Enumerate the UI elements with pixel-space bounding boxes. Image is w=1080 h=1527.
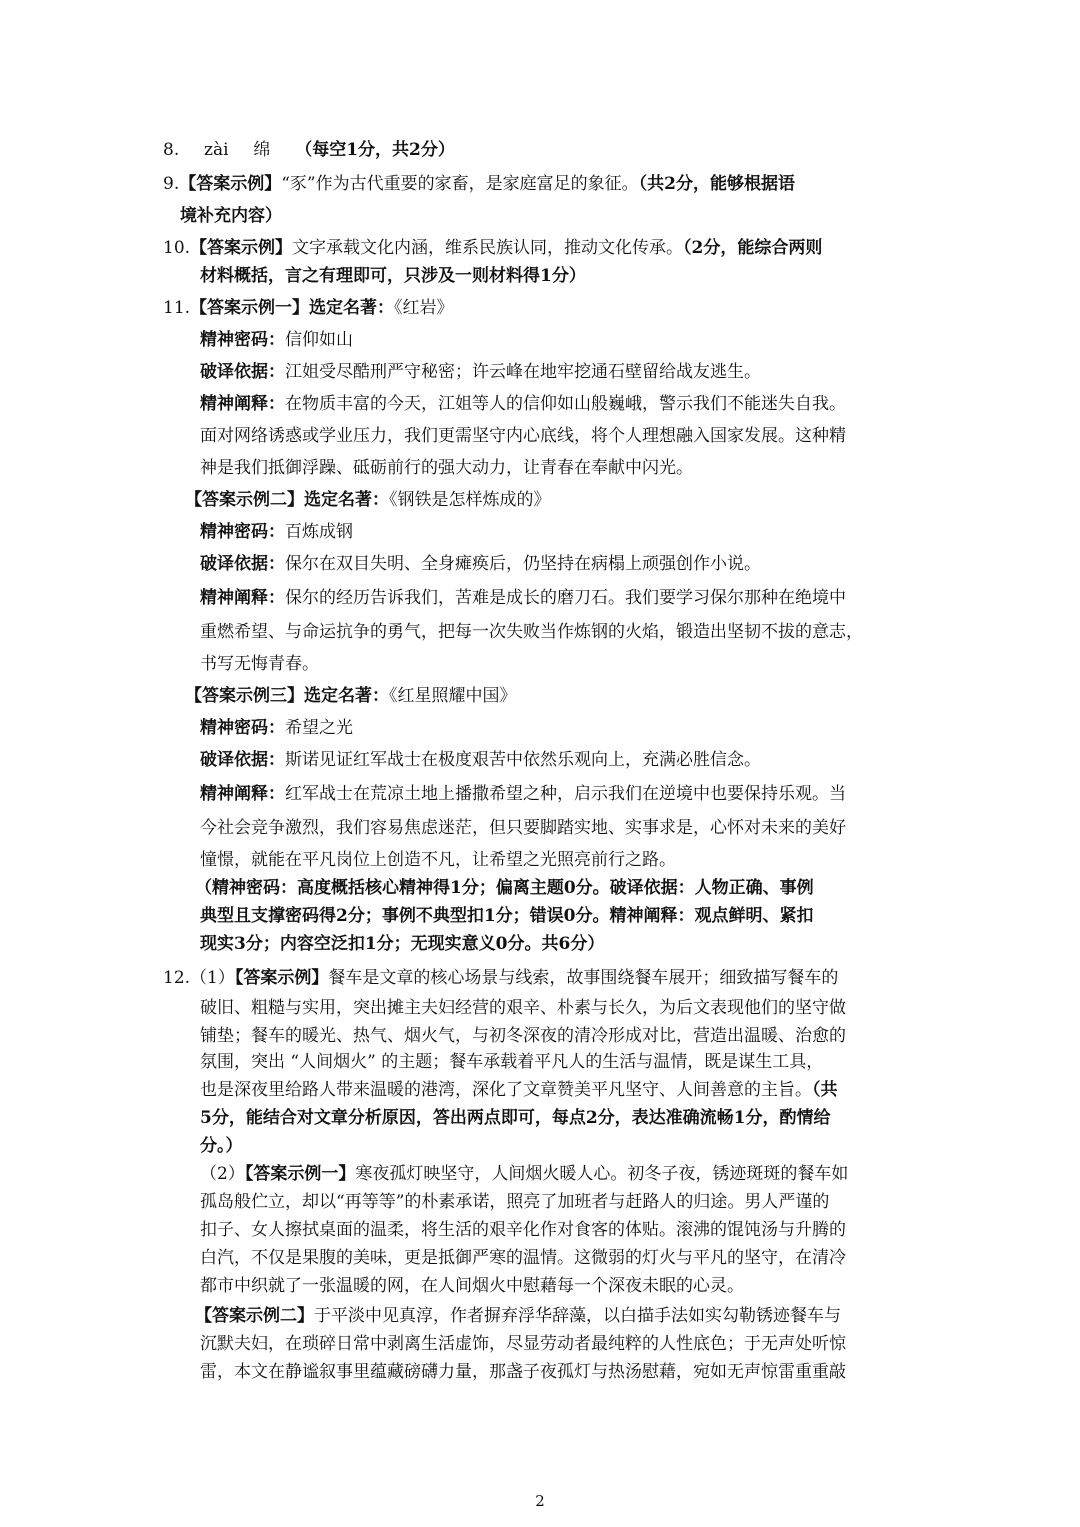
question-number: 10.: [163, 238, 191, 258]
score-note: （共2分，能够根据语: [638, 174, 795, 194]
score-note: （2分，能综合两则: [683, 238, 823, 258]
basis-line: [200, 552, 761, 576]
basis-line: [200, 748, 761, 772]
spirit-code-line: [200, 328, 353, 352]
pinyin-answer: zài: [204, 140, 229, 160]
character-answer: 绵: [253, 140, 271, 160]
answer-text: 于平淡中见真淳，作者摒弃浮华辞藻，以白描手法如实勾勒锈迹餐车与: [314, 1306, 841, 1326]
explanation-line: [200, 392, 846, 416]
book-title: 《红星照耀中国》: [389, 686, 517, 706]
example-heading: 【答案示例二】选定名著：: [185, 490, 389, 510]
field-label: 精神密码：: [200, 718, 285, 738]
answer-text-cont: 铺垫；餐车的暖光、热气、烟火气，与初冬深夜的清冷形成对比，营造出温暖、治愈的: [200, 1026, 846, 1046]
field-label: 精神密码：: [200, 330, 285, 350]
page-number: 2: [535, 1492, 545, 1510]
answer-tag: 【答案示例一】: [244, 1164, 356, 1184]
field-value: 信仰如山: [285, 330, 353, 350]
answer-text: “豕”作为古代重要的家畜，是家庭富足的象征。: [281, 174, 639, 194]
q11-score-note: （精神密码：高度概括核心精神得1分；偏离主题0分。破译依据：人物正确、事例: [195, 878, 814, 898]
explanation-cont: 憧憬，就能在平凡岗位上创造不凡，让希望之光照亮前行之路。: [200, 850, 676, 870]
explanation-cont: 书写无悔青春。: [200, 654, 319, 674]
explanation-cont: 神是我们抵御浮躁、砥砺前行的强大动力，让青春在奉献中闪光。: [200, 458, 693, 478]
example-three-heading-line: [185, 684, 517, 708]
answer-text-cont: 白汽，不仅是果腹的美味，更是抵御严寒的温情。这微弱的灯火与平凡的坚守，在清冷: [200, 1248, 846, 1268]
spirit-code-line: [200, 520, 353, 544]
answer-tag: 【答案示例】: [234, 968, 329, 988]
part-number: （2）: [200, 1164, 245, 1184]
explanation-cont: 面对网络诱惑或学业压力，我们更需坚守内心底线，将个人理想融入国家发展。这种精: [200, 426, 846, 446]
score-note-cont: 5分，能结合对文章分析原因，答出两点即可，每点2分，表达准确流畅1分，酌情给: [200, 1108, 831, 1128]
field-value: 斯诺见证红军战士在极度艰苦中依然乐观向上，充满必胜信念。: [285, 750, 761, 770]
basis-line: [200, 360, 761, 384]
answer-text: 文字承载文化内涵，维系民族认同，推动文化传承。: [292, 238, 684, 258]
answer-text-last-line: [200, 1078, 838, 1102]
spirit-code-line: [200, 716, 353, 740]
question-number: 12.: [163, 968, 191, 988]
q9-line: [163, 172, 795, 196]
field-value: 江姐受尽酷刑严守秘密；许云峰在地牢挖通石壁留给战友逃生。: [285, 362, 761, 382]
field-label: 精神阐释：: [200, 784, 285, 804]
example-two-heading-line: [185, 488, 551, 512]
explanation-line: [200, 782, 846, 806]
answer-text-cont: 也是深夜里给路人带来温暖的港湾，深化了文章赞美平凡坚守、人间善意的主旨。: [200, 1080, 812, 1100]
score-note: （每空1分，共2分）: [295, 140, 455, 160]
q8-line: [163, 138, 455, 162]
book-title: 《红岩》: [394, 298, 454, 318]
part-number: （1）: [190, 968, 235, 988]
field-label: 破译依据：: [200, 362, 285, 382]
field-value: 保尔的经历告诉我们，苦难是成长的磨刀石。我们要学习保尔那种在绝境中: [285, 588, 846, 608]
answer-tag: 【答案示例】: [190, 238, 293, 258]
answer-tag: 【答案示例二】: [195, 1306, 314, 1326]
field-value: 百炼成钢: [285, 522, 353, 542]
q12-part2-line: [200, 1162, 848, 1186]
answer-text-cont: 都市中织就了一张温暖的网，在人间烟火中慰藉每一个深夜未眠的心灵。: [200, 1276, 744, 1296]
answer-text-cont: 沉默夫妇，在琐碎日常中剥离生活虚饰，尽显劳动者最纯粹的人性底色；于无声处听惊: [200, 1334, 846, 1354]
field-label: 精神密码：: [200, 522, 285, 542]
field-value: 保尔在双目失明、全身瘫痪后，仍坚持在病榻上顽强创作小说。: [285, 554, 761, 574]
field-value: 希望之光: [285, 718, 353, 738]
score-note-cont: 材料概括，言之有理即可，只涉及一则材料得1分）: [200, 266, 586, 286]
question-number: 8.: [163, 140, 180, 160]
answer-text-cont: 雷，本文在静谧叙事里蕴藏磅礴力量，那盏子夜孤灯与热汤慰藉，宛如无声惊雷重重敲: [200, 1362, 846, 1382]
field-label: 破译依据：: [200, 750, 285, 770]
book-title: 《钢铁是怎样炼成的》: [389, 490, 551, 510]
q12-example-two-line: [195, 1304, 841, 1328]
q11-score-note-cont: 现实3分；内容空泛扣1分；无现实意义0分。共6分）: [200, 934, 605, 954]
field-label: 精神阐释：: [200, 588, 285, 608]
q11-score-note-cont: 典型且支撑密码得2分；事例不典型扣1分；错误0分。精神阐释：观点鲜明、紧扣: [200, 906, 814, 926]
field-label: 破译依据：: [200, 554, 285, 574]
field-value: 红军战士在荒凉土地上播撒希望之种，启示我们在逆境中也要保持乐观。当: [285, 784, 846, 804]
example-heading: 【答案示例三】选定名著：: [185, 686, 389, 706]
field-value: 在物质丰富的今天，江姐等人的信仰如山般巍峨，警示我们不能迷失自我。: [285, 394, 846, 414]
explanation-line: [200, 586, 846, 610]
answer-text-cont: 破旧、粗糙与实用，突出摊主夫妇经营的艰辛、朴素与长久，为后文表现他们的坚守做: [200, 998, 846, 1018]
answer-tag: 【答案示例】: [179, 174, 282, 194]
score-note-cont: 分。）: [200, 1136, 243, 1156]
q11-line: [163, 296, 454, 320]
q10-line: [163, 236, 822, 260]
explanation-cont: 今社会竞争激烈，我们容易焦虑迷茫，但只要脚踏实地、实事求是，心怀对未来的美好: [200, 818, 846, 838]
question-number: 11.: [163, 298, 191, 318]
q12-part1-line: [163, 966, 838, 990]
score-note: （共: [812, 1080, 838, 1100]
answer-text-cont: 氛围，突出 “人间烟火” 的主题；餐车承载着平凡人的生活与温情，既是谋生工具，: [200, 1052, 824, 1072]
answer-text-cont: 扣子、女人擦拭桌面的温柔，将生活的艰辛化作对食客的体贴。滚沸的馄饨汤与升腾的: [200, 1220, 846, 1240]
answer-text: 寒夜孤灯映坚守，人间烟火暖人心。初冬子夜，锈迹斑斑的餐车如: [355, 1164, 849, 1184]
answer-text: 餐车是文章的核心场景与线索，故事围绕餐车展开；细致描写餐车的: [328, 968, 839, 988]
score-note-cont: 境补充内容）: [180, 206, 282, 226]
explanation-cont: 重燃希望、与命运抗争的勇气，把每一次失败当作炼钢的火焰，锻造出坚韧不拔的意志，: [200, 622, 863, 642]
example-heading: 【答案示例一】选定名著：: [190, 298, 395, 318]
field-label: 精神阐释：: [200, 394, 285, 414]
answer-text-cont: 孤岛般伫立，却以“再等等”的朴素承诺，照亮了加班者与赶路人的归途。男人严谨的: [200, 1192, 830, 1212]
question-number: 9.: [163, 174, 180, 194]
